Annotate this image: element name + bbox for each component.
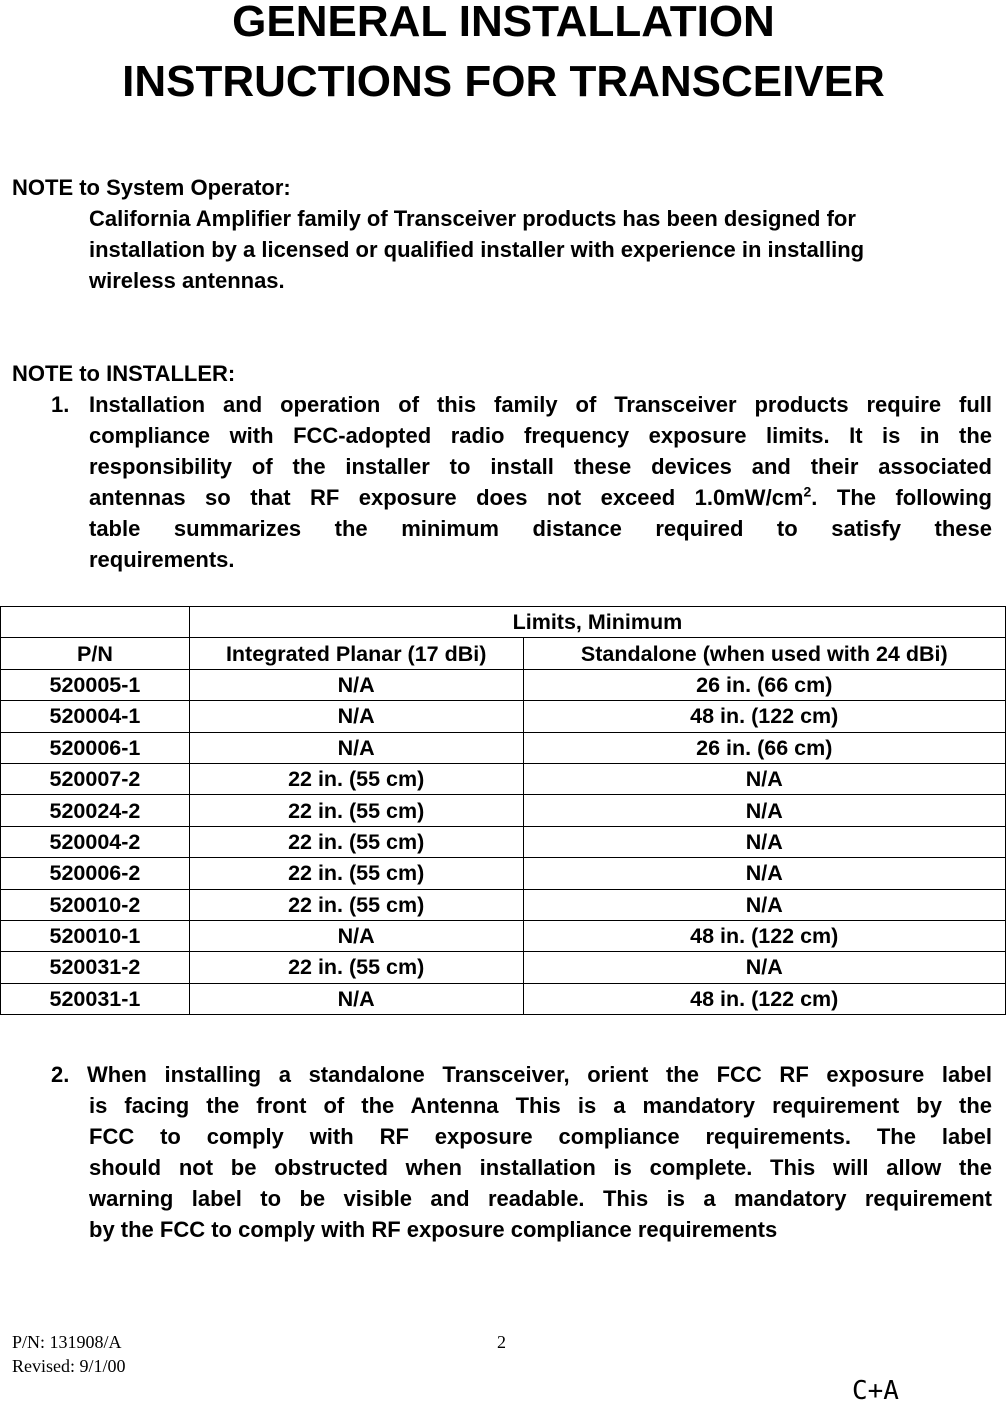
- table-row: [1, 763, 1006, 794]
- limits-table: [0, 606, 1006, 1015]
- cell-integrated-planar: N/A: [189, 983, 523, 1014]
- item-2-line-6: by the FCC to comply with RF exposure compliance requirements: [89, 1217, 778, 1242]
- footer-part-number: P/N: 131908/A: [12, 1332, 122, 1352]
- table-row: [1, 701, 1006, 732]
- cell-integrated-planar: 22 in. (55 cm): [189, 889, 523, 920]
- cell-standalone: N/A: [523, 858, 1005, 889]
- cell-integrated-planar: N/A: [189, 669, 523, 700]
- item-2-line-5: warning label to be visible and readable. This is a mandatory requirement: [89, 1186, 992, 1211]
- footer-stamp: C+A: [852, 1376, 899, 1406]
- cell-integrated-planar: N/A: [189, 920, 523, 951]
- cell-part-number: 520006-1: [1, 732, 190, 763]
- item-1-line-1: Installation and operation of this family of Transceiver products require full: [89, 392, 992, 417]
- table-row: [1, 920, 1006, 951]
- cell-standalone: N/A: [523, 952, 1005, 983]
- document-title-line-1: GENERAL INSTALLATION: [232, 0, 775, 46]
- cell-integrated-planar: 22 in. (55 cm): [189, 826, 523, 857]
- item-2-line-2: is facing the front of the Antenna This is a mandatory requirement by the: [89, 1093, 992, 1118]
- table-row: [1, 826, 1006, 857]
- cell-standalone: N/A: [523, 795, 1005, 826]
- table-row: [1, 952, 1006, 983]
- column-header-pn: P/N: [1, 638, 190, 669]
- item-2-body: [51, 1059, 992, 1245]
- cell-part-number: 520004-1: [1, 701, 190, 732]
- column-header-integrated: Integrated Planar (17 dBi): [189, 638, 523, 669]
- cell-standalone: N/A: [523, 763, 1005, 794]
- cell-standalone: N/A: [523, 826, 1005, 857]
- table-row: [1, 889, 1006, 920]
- item-2-line-3: FCC to comply with RF exposure compliance requirements. The label: [89, 1124, 992, 1149]
- cell-part-number: 520007-2: [1, 763, 190, 794]
- item-1-line-4: antennas so that RF exposure does not exceed $1.0mW/cm^2$. The following: [89, 483, 992, 510]
- item-2-line-1: 2. When installing a standalone Transceiver, orient the FCC RF exposure label: [51, 1062, 992, 1087]
- table-header-row: [1, 638, 1006, 669]
- item-1-line-3: responsibility of the installer to install these devices and their associated: [89, 454, 992, 479]
- footer-revised: Revised: 9/1/00: [12, 1356, 126, 1376]
- cell-integrated-planar: N/A: [189, 732, 523, 763]
- cell-standalone: 48 in. (122 cm): [523, 920, 1005, 951]
- cell-integrated-planar: 22 in. (55 cm): [189, 795, 523, 826]
- item-2-line-4: should not be obstructed when installation is complete. This will allow the: [89, 1155, 992, 1180]
- table-row: [1, 983, 1006, 1014]
- table-row: [1, 858, 1006, 889]
- document-title-line-2: INSTRUCTIONS FOR TRANSCEIVER: [122, 57, 885, 106]
- cell-part-number: 520010-1: [1, 920, 190, 951]
- table-group-header-row: [1, 607, 1006, 638]
- footer-page-number: 2: [497, 1332, 506, 1352]
- column-header-standalone: Standalone (when used with 24 dBi): [523, 638, 1005, 669]
- cell-standalone: 26 in. (66 cm): [523, 732, 1005, 763]
- item-1-line-5: table summarizes the minimum distance required to satisfy these: [89, 516, 992, 541]
- cell-part-number: 520024-2: [1, 795, 190, 826]
- cell-standalone: 48 in. (122 cm): [523, 983, 1005, 1014]
- superscript-2: 2: [803, 483, 812, 500]
- cell-part-number: 520005-1: [1, 669, 190, 700]
- item-1-line-6: requirements.: [89, 547, 235, 572]
- cell-part-number: 520010-2: [1, 889, 190, 920]
- cell-standalone: 48 in. (122 cm): [523, 701, 1005, 732]
- cell-standalone: N/A: [523, 889, 1005, 920]
- cell-standalone: 26 in. (66 cm): [523, 669, 1005, 700]
- table-group-header: Limits, Minimum: [189, 607, 1005, 638]
- operator-note-line-2: installation by a licensed or qualified installer with experience in installing: [89, 237, 865, 262]
- operator-note-heading: NOTE to System Operator:: [12, 175, 291, 200]
- cell-part-number: 520004-2: [1, 826, 190, 857]
- table-row: [1, 732, 1006, 763]
- operator-note-line-1: California Amplifier family of Transceiver products has been designed for: [89, 206, 856, 231]
- item-1-line-2: compliance with FCC-adopted radio frequency exposure limits. It is in the: [89, 423, 992, 448]
- item-1-number: 1.: [51, 392, 70, 417]
- cell-part-number: 520031-1: [1, 983, 190, 1014]
- installer-note-heading: NOTE to INSTALLER:: [12, 361, 236, 386]
- operator-note-line-3: wireless antennas.: [89, 268, 285, 293]
- operator-note-body: [89, 203, 989, 296]
- table-row: [1, 795, 1006, 826]
- cell-integrated-planar: 22 in. (55 cm): [189, 763, 523, 794]
- table-row: [1, 669, 1006, 700]
- cell-part-number: 520031-2: [1, 952, 190, 983]
- cell-integrated-planar: 22 in. (55 cm): [189, 952, 523, 983]
- cell-integrated-planar: N/A: [189, 701, 523, 732]
- item-1-body: [89, 389, 992, 575]
- cell-part-number: 520006-2: [1, 858, 190, 889]
- table-empty-cell: [1, 607, 190, 638]
- cell-integrated-planar: 22 in. (55 cm): [189, 858, 523, 889]
